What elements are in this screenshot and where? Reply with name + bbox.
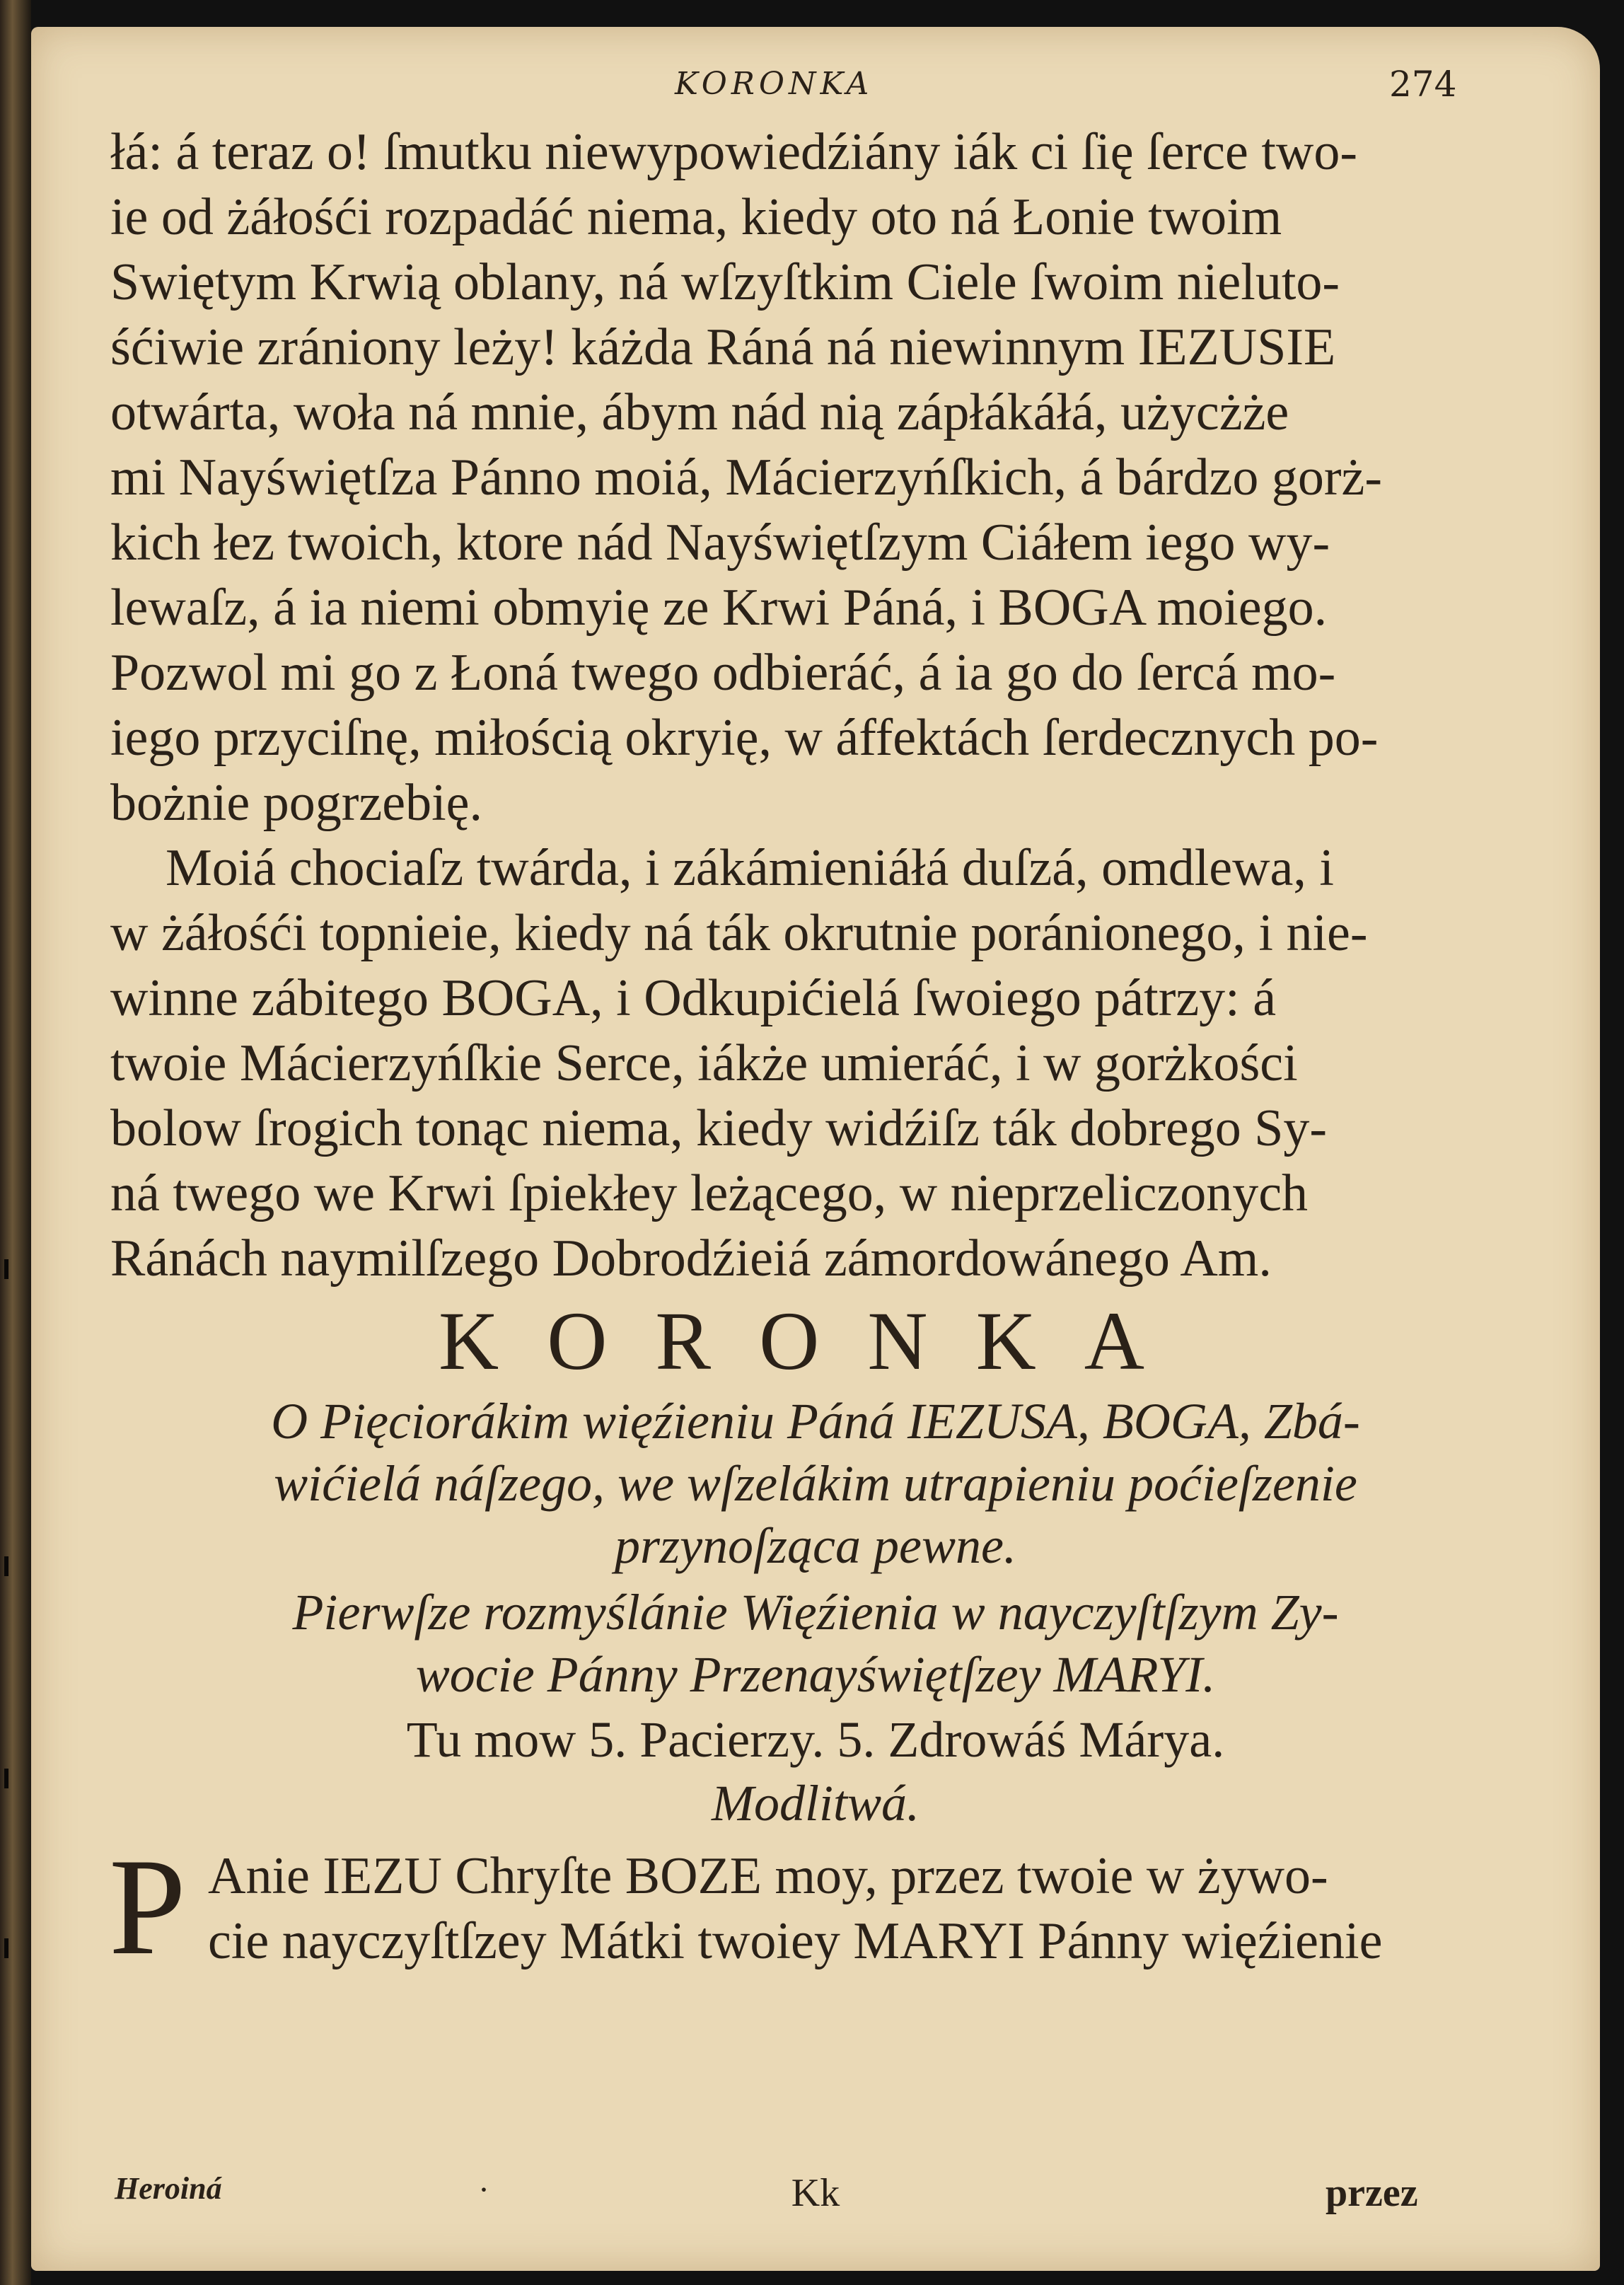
body-line: Pozwol mi go z Łoná twego odbieráć, á ia go do ſercá mo- (110, 644, 1336, 702)
prayer-line: Anie IEZU Chryſte BOZE moy, przez twoie w żywo- (208, 1847, 1328, 1905)
section-title: KORONKA (439, 1295, 1193, 1387)
body-line: kich łez twoich, ktore nád Nayświętſzym Ciáłem iego wy- (110, 514, 1330, 572)
body-line: iego przyciſnę, miłością okryię, w áffektách ſerdecznych po- (110, 709, 1379, 767)
signature-dot: · (478, 2171, 489, 2209)
body-line: otwárta, woła ná mnie, ábym nád nią zápłákáłá, użycżże (110, 383, 1289, 441)
section-subtitle-line: O Pięciorákim więźieniu Páná IEZUSA, BOGA, Zbá- (271, 1393, 1360, 1450)
body-line: Swiętym Krwią oblany, ná wſzyſtkim Ciele ſwoim nieluto- (110, 253, 1340, 311)
body-line: Moiá chociaſz twárda, i zákámieniáłá duſzá, omdlewa, i (166, 839, 1334, 897)
body-line: śćiwie zrániony leży! káżda Ráná ná niewinnym IEZUSIE (110, 318, 1336, 376)
meditation-heading-line: wocie Pánny Przenayświętſzey MARYI. (415, 1646, 1216, 1703)
body-line: mi Nayświętſza Pánno moiá, Mácierzyńſkich, á bárdzo gorż- (110, 449, 1382, 507)
body-line: ie od żáłośći rozpadáć niema, kiedy oto ná Łonie twoim (110, 188, 1282, 246)
prayer-line: cie nayczyſtſzey Mátki twoiey MARYI Pánny więźienie (208, 1912, 1383, 1970)
section-subtitle-line: wićielá náſzego, we wſzelákim utrapieniu poćieſzenie (274, 1455, 1357, 1512)
drop-cap: P (109, 1830, 187, 1984)
running-title: KORONKA (675, 66, 874, 102)
body-line: winne zábitego BOGA, i Odkupićielá ſwoiego pátrzy: á (110, 969, 1277, 1027)
body-line: w żáłośći topnieie, kiedy ná ták okrutnie poránionego, i nie- (110, 904, 1368, 962)
signature-mark-text: Heroiná (115, 2171, 222, 2206)
body-line: łá: á teraz o! ſmutku niewypowiedźiány iák ci ſię ſerce two- (110, 123, 1357, 181)
body-line: bożnie pogrzebię. (110, 774, 482, 832)
meditation-heading-line: Pierwſze rozmyślánie Więźienia w nayczyſtſzym Zy- (292, 1584, 1339, 1641)
body-line: twoie Mácierzyńſkie Serce, iákże umieráć, i w gorżkości (110, 1034, 1298, 1092)
sheet-mark: Kk (791, 2171, 840, 2215)
section-subtitle-line: przynoſząca pewne. (615, 1517, 1016, 1574)
body-line: lewaſz, á ia niemi obmyię ze Krwi Páná, i BOGA moiego. (110, 579, 1328, 637)
body-line: bolow ſrogich tonąc niema, kiedy widźiſz ták dobrego Sy- (110, 1099, 1328, 1157)
prayer-heading: Modlitwá. (711, 1775, 920, 1832)
body-line: Ránách naymilſzego Dobrodźieiá zámordowánego Am. (110, 1230, 1272, 1288)
catchword: przez (1326, 2171, 1418, 2215)
body-line: ná twego we Krwi ſpiekłey leżącego, w nieprzeliczonych (110, 1164, 1309, 1222)
page-number: 274 (1389, 64, 1457, 105)
prayer-instruction: Tu mow 5. Pacierzy. 5. Zdrowáś Márya. (406, 1711, 1225, 1768)
book-page (31, 27, 1600, 2271)
